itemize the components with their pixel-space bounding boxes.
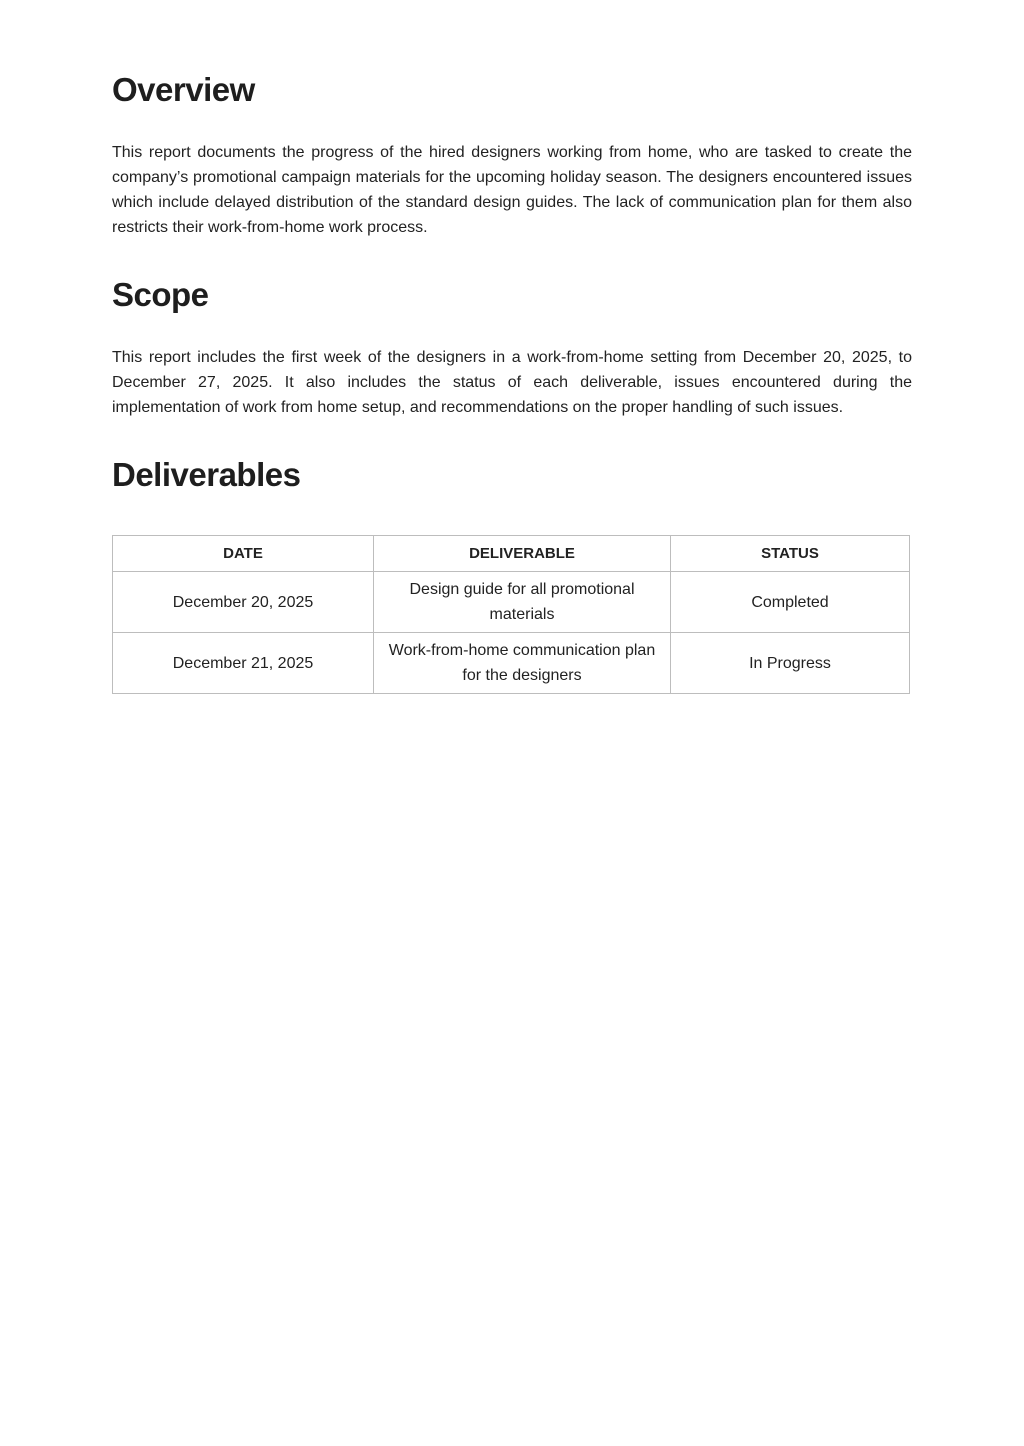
deliverables-heading: Deliverables xyxy=(112,456,301,493)
overview-paragraph: This report documents the progress of the hired designers working from home, who are tasked to create the company’s promotional campaign materials for the upcoming holiday season. The designers encountered issues which include delayed distribution of the standard design guides. The lack of communication plan for them also restricts their work-from-home work process. xyxy=(112,144,912,236)
table-row xyxy=(113,633,910,694)
cell-status: Completed xyxy=(671,572,910,633)
cell-date: December 20, 2025 xyxy=(113,572,374,633)
deliverables-table xyxy=(112,535,910,694)
header-date: DATE xyxy=(113,536,374,572)
cell-deliverable: Work-from-home communication plan for the designers xyxy=(374,633,671,694)
table-row xyxy=(113,572,910,633)
scope-heading: Scope xyxy=(112,276,209,313)
table-header-row xyxy=(113,536,910,572)
scope-paragraph: This report includes the first week of the designers in a work-from-home setting from December 20, 2025, to December 27, 2025. It also includes the status of each deliverable, issues encountered during the implementation of work from home setup, and recommendations on the proper handling of such issues. xyxy=(112,349,912,416)
header-status: STATUS xyxy=(671,536,910,572)
cell-status: In Progress xyxy=(671,633,910,694)
cell-date: December 21, 2025 xyxy=(113,633,374,694)
cell-deliverable: Design guide for all promotional materials xyxy=(374,572,671,633)
header-deliverable: DELIVERABLE xyxy=(374,536,671,572)
overview-heading: Overview xyxy=(112,71,255,108)
